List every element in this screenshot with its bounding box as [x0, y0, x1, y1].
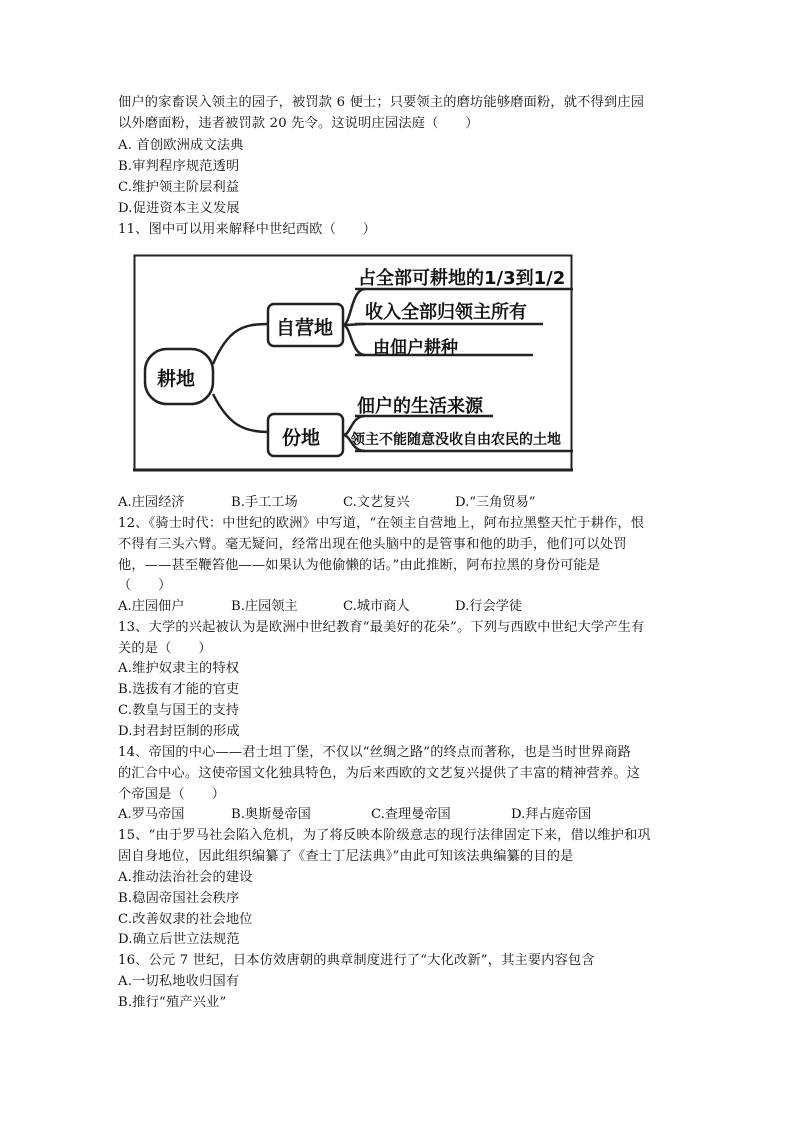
q10-stem-line-1: 佃户的家畜误入领主的园子，被罚款 6 便士；只要领主的磨坊能够磨面粉，就不得到庄园 [118, 95, 645, 110]
q11-option-b: B.手工工场 [231, 495, 298, 510]
mind-map-demesne-item-1: 占全部可耕地的1/3到1/2 [358, 268, 566, 289]
q15-option-b: B.稳固帝国社会秩序 [118, 891, 240, 906]
q10-option-c: C.维护领主阶层利益 [118, 180, 240, 195]
q14-option-b: B.奥斯曼帝国 [231, 807, 311, 822]
mind-map-demesne-item-2: 收入全部归领主所有 [365, 302, 527, 323]
mind-map-demesne-item-3: 由佃户耕种 [373, 338, 458, 358]
q11-option-c: C.文艺复兴 [343, 495, 410, 510]
q10-option-b: B.审判程序规范透明 [118, 159, 240, 174]
q16-option-a: A.一切私地收归国有 [118, 974, 240, 989]
q11-option-a: A.庄园经济 [118, 495, 185, 510]
q12-stem-line-4: （ ） [118, 578, 172, 593]
mind-map-branch-demesne-label: 自营地 [276, 317, 334, 339]
q12-stem-line-2: 不得有三头六臂。毫无疑问，经常出现在他头脑中的是管事和他的助手，他们可以处罚 [118, 537, 627, 552]
q10-stem-line-2: 以外磨面粉，违者被罚款 20 先令。这说明庄园法庭（ ） [118, 116, 479, 131]
q12-option-d: D.行会学徒 [455, 599, 523, 614]
q16-option-b: B.推行“殖产兴业” [118, 995, 227, 1010]
q13-stem-line-1: 13、大学的兴起被认为是欧洲中世纪教育“最美好的花朵”。下列与西欧中世纪大学产生有 [118, 620, 645, 635]
q15-option-a: A.推动法治社会的建设 [118, 870, 253, 885]
q14-option-c: C.查理曼帝国 [371, 807, 451, 822]
q12-option-a: A.庄园佃户 [118, 599, 185, 614]
q11-option-d: D.“三角贸易” [455, 495, 536, 510]
q14-stem-line-1: 14、帝国的中心——君士坦丁堡，不仅以“丝绸之路”的终点而著称，也是当时世界商路 [118, 745, 632, 760]
q14-stem-line-3: 个帝国是（ ） [118, 787, 226, 802]
q15-stem-line-2: 固自身地位，因此组织编纂了《查士丁尼法典》”由此可知该法典编纂的目的是 [118, 849, 574, 864]
q15-stem-line-1: 15、“由于罗马社会陷入危机，为了将反映本阶级意志的现行法律固定下来，借以维护和巩 [118, 828, 651, 843]
q10-option-d: D.促进资本主义发展 [118, 201, 240, 216]
mind-map-root-label: 耕地 [157, 368, 196, 390]
q10-option-a: A. 首创欧洲成文法典 [118, 138, 244, 153]
q14-option-d: D.拜占庭帝国 [511, 807, 592, 822]
q12-stem-line-3: 他，——甚至鞭笞他——如果认为他偷懒的话。”由此推断，阿布拉黑的身份可能是 [118, 558, 601, 573]
q13-option-a: A.维护奴隶主的特权 [118, 661, 240, 676]
mind-map-branch-tenancy-label: 份地 [282, 427, 321, 449]
q15-option-c: C.改善奴隶的社会地位 [118, 912, 253, 927]
q11-mind-map-diagram [133, 254, 573, 473]
q14-stem-line-2: 的汇合中心。这使帝国文化独具特色，为后来西欧的文艺复兴提供了丰富的精神营养。这 [118, 766, 641, 781]
q13-option-d: D.封君封臣制的形成 [118, 724, 240, 739]
q11-stem: 11、图中可以用来解释中世纪西欧（ ） [118, 222, 377, 237]
q12-option-c: C.城市商人 [343, 599, 410, 614]
q15-option-d: D.确立后世立法规范 [118, 932, 240, 947]
q13-stem-line-2: 关的是（ ） [118, 641, 212, 656]
q12-stem-line-1: 12、《骑士时代：中世纪的欧洲》中写道，“在领主自营地上，阿布拉黑整天忙于耕作，恨 [118, 516, 645, 531]
mind-map-tenancy-item-2: 领主不能随意没收自由农民的土地 [351, 432, 561, 448]
q14-option-a: A.罗马帝国 [118, 807, 185, 822]
q13-option-c: C.教皇与国王的支持 [118, 703, 240, 718]
q16-stem-line-1: 16、公元 7 世纪，日本仿效唐朝的典章制度进行了“大化改新”，其主要内容包含 [118, 953, 595, 968]
mind-map-tenancy-item-1: 佃户的生活来源 [357, 396, 483, 417]
q13-option-b: B.选拔有才能的官吏 [118, 682, 240, 697]
q12-option-b: B.庄园领主 [231, 599, 298, 614]
